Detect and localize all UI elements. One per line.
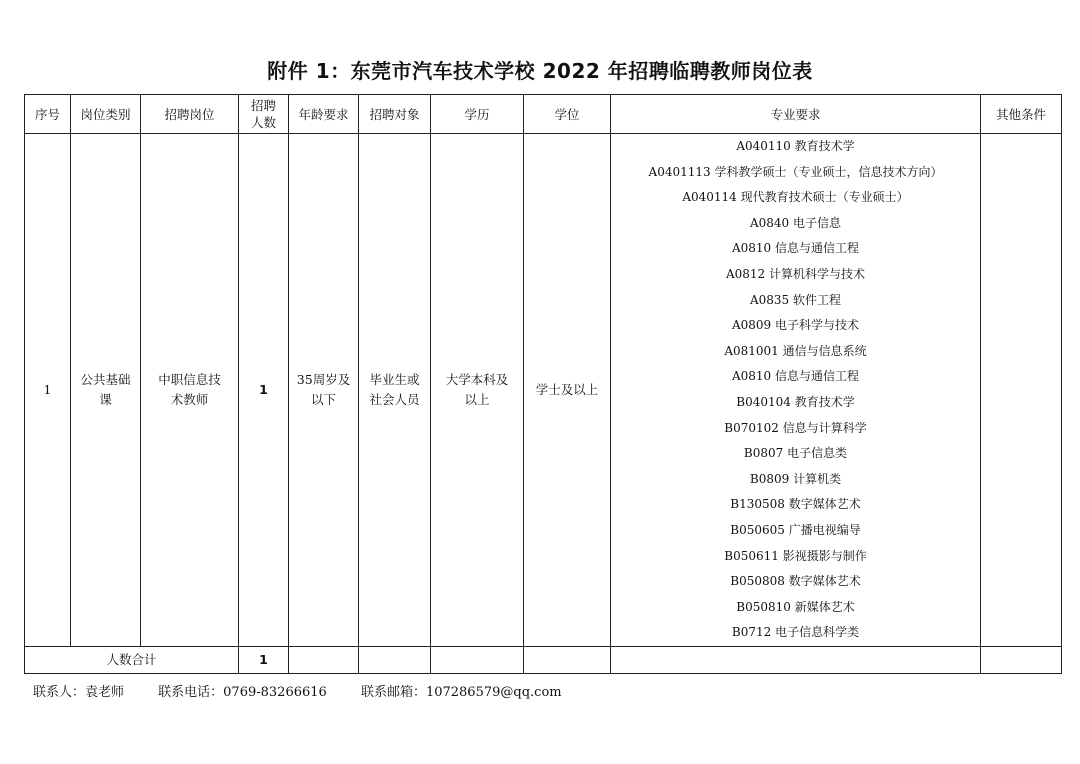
header-position: 招聘岗位 xyxy=(141,95,239,134)
major-item: A0812 计算机科学与技术 xyxy=(725,267,866,282)
table-header-row xyxy=(25,95,1062,134)
contact-phone: 联系电话：0769-83266616 xyxy=(158,685,327,700)
total-count: 1 xyxy=(239,647,289,674)
cell-other xyxy=(981,134,1062,647)
header-index: 序号 xyxy=(25,95,71,134)
major-item: B040104 教育技术学 xyxy=(736,395,855,409)
header-degree: 学位 xyxy=(524,95,611,134)
cell-index: 1 xyxy=(25,134,71,647)
header-category: 岗位类别 xyxy=(71,95,141,134)
total-empty xyxy=(524,647,611,674)
header-education: 学历 xyxy=(431,95,524,134)
total-empty xyxy=(289,647,359,674)
total-empty xyxy=(431,647,524,674)
major-item: B0712 电子信息科学类 xyxy=(731,625,860,640)
major-item: A0810 信息与通信工程 xyxy=(731,241,860,256)
cell-position: 中职信息技术教师 xyxy=(141,134,239,647)
majors-list xyxy=(611,134,980,646)
major-item: A040110 教育技术学 xyxy=(736,139,855,154)
cell-education: 大学本科及以上 xyxy=(431,134,524,647)
major-item: B070102 信息与计算科学 xyxy=(724,420,867,435)
major-item: B0807 电子信息类 xyxy=(743,446,848,461)
total-label: 人数合计 xyxy=(25,647,239,674)
major-item: A0835 软件工程 xyxy=(749,292,842,307)
header-count: 招聘 人数 xyxy=(239,95,289,134)
cell-degree: 学士及以上 xyxy=(524,134,611,647)
cell-count: 1 xyxy=(239,134,289,647)
total-row xyxy=(25,647,1062,674)
table-row xyxy=(25,134,1062,647)
cell-majors xyxy=(611,134,981,647)
positions-table xyxy=(24,94,1062,674)
major-item: A081001 通信与信息系统 xyxy=(724,343,867,358)
major-item: B130508 数字媒体艺术 xyxy=(730,497,861,512)
contact-footer xyxy=(33,681,592,700)
cell-age: 35周岁及以下 xyxy=(289,134,359,647)
header-target: 招聘对象 xyxy=(359,95,431,134)
contact-email: 联系邮箱：107286579@qq.com xyxy=(360,685,562,700)
header-other: 其他条件 xyxy=(981,95,1062,134)
total-empty xyxy=(981,647,1062,674)
major-item: B050810 新媒体艺术 xyxy=(736,599,855,614)
major-item: B050808 数字媒体艺术 xyxy=(730,574,861,589)
header-age: 年龄要求 xyxy=(289,95,359,134)
major-item: B050611 影视摄影与制作 xyxy=(724,548,867,563)
major-item: B050605 广播电视编导 xyxy=(730,522,861,537)
contact-person: 联系人：袁老师 xyxy=(33,685,125,700)
major-item: A0840 电子信息 xyxy=(749,215,842,230)
major-item: B0809 计算机类 xyxy=(749,471,842,486)
total-empty xyxy=(611,647,981,674)
major-item: A0401113 学科教学硕士（专业硕士，信息技术方向） xyxy=(648,164,943,179)
major-item: A040114 现代教育技术硕士（专业硕士） xyxy=(682,190,909,205)
header-majors: 专业要求 xyxy=(611,95,981,134)
total-empty xyxy=(359,647,431,674)
major-item: A0810 信息与通信工程 xyxy=(731,369,860,384)
page-title: 附件 1：东莞市汽车技术学校 2022 年招聘临聘教师岗位表 xyxy=(267,59,813,83)
cell-target: 毕业生或社会人员 xyxy=(359,134,431,647)
major-item: A0809 电子科学与技术 xyxy=(731,318,860,333)
cell-category: 公共基础课 xyxy=(71,134,141,647)
